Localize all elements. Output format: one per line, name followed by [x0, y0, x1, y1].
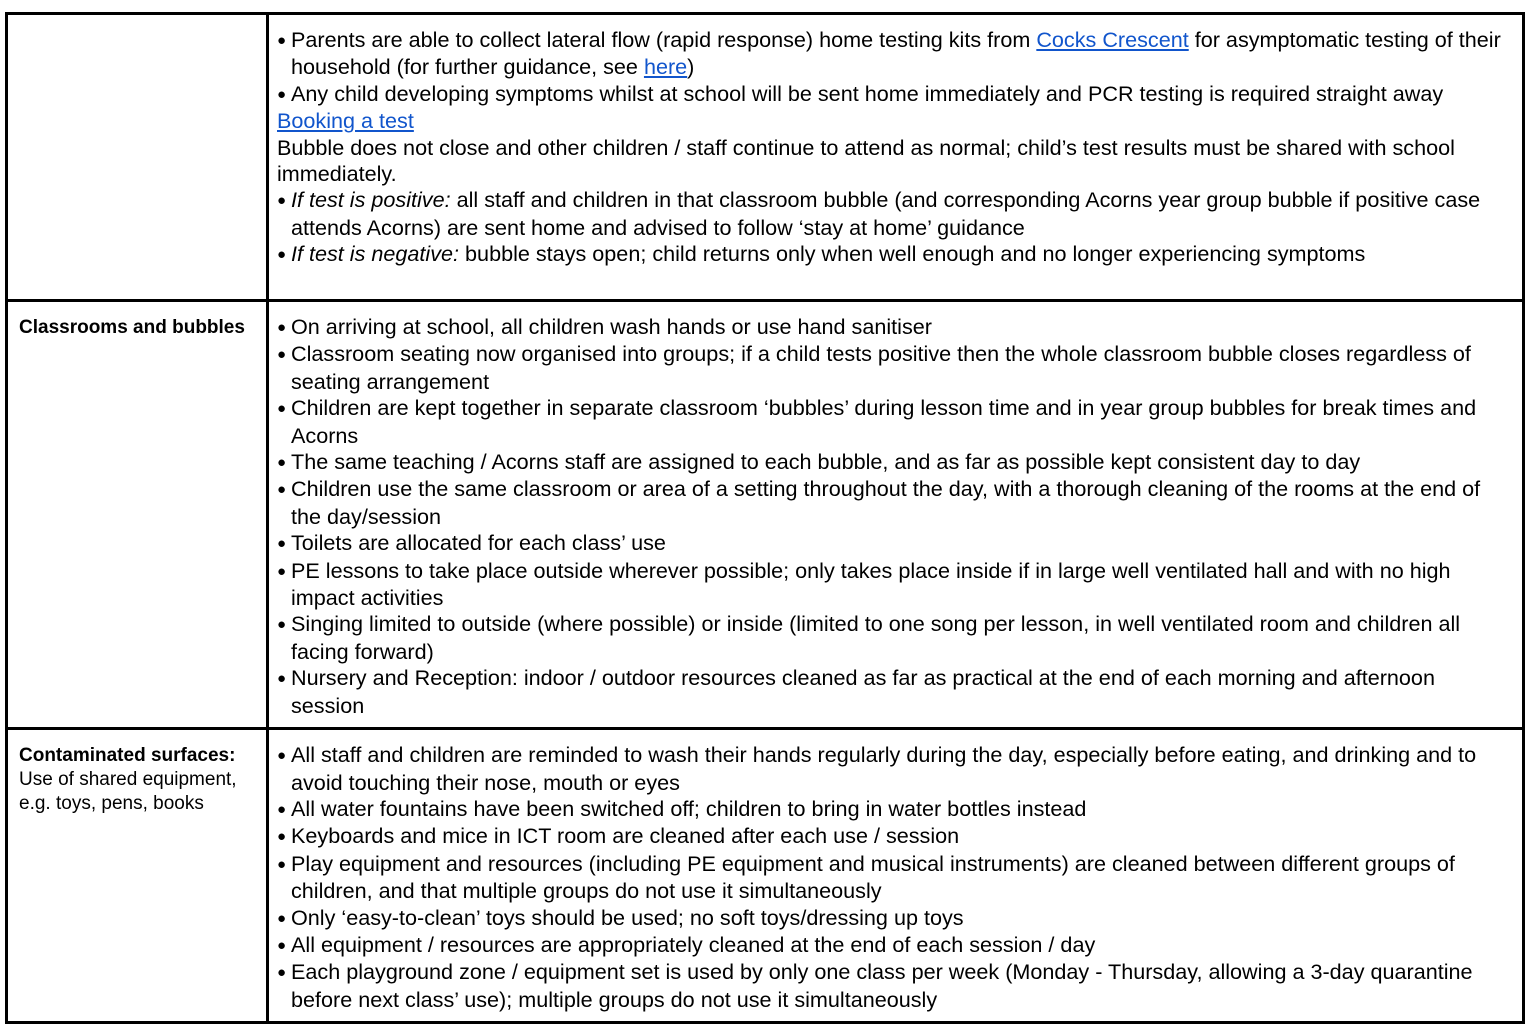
bullet-item	[277, 611, 1514, 665]
text-line	[277, 108, 1514, 134]
text-link[interactable]: Cocks Crescent	[1036, 27, 1189, 52]
bullet-item	[277, 27, 1514, 81]
text-run: Only ‘easy-to-clean’ toys should be used; no soft toys/dressing up toys	[291, 904, 964, 930]
text-run: Classroom seating now organised into groups; if a child tests positive then the whole classroom bubble closes regardless of seating arrangement	[291, 341, 1471, 394]
bullet-item	[277, 187, 1514, 241]
text-run: Each playground zone / equipment set is used by only one class per week (Monday - Thursday, allowing a 3-day quarantine before next class’ use); multiple groups do not use it simultaneously	[291, 959, 1473, 1012]
bullet-item	[277, 742, 1514, 796]
bullet-item	[277, 241, 1514, 268]
text-run: All equipment / resources are appropriately cleaned at the end of each session / day	[291, 931, 1096, 957]
bullet-item	[277, 932, 1514, 959]
category-heading: Contaminated surfaces:	[19, 745, 236, 767]
text-run: bubble stays open; child returns only when well enough and no longer experiencing symptoms	[459, 241, 1366, 267]
text-run: Singing limited to outside (where possible) or inside (limited to one song per lesson, in well ventilated room and children all facing forward)	[291, 611, 1461, 664]
bullet-item	[277, 558, 1514, 612]
table-row	[7, 729, 1524, 1023]
bullet-item	[277, 449, 1514, 476]
bullet-item	[277, 314, 1514, 341]
bullet-item	[277, 395, 1514, 449]
measures-list	[269, 302, 1522, 727]
bullet-item	[277, 796, 1514, 823]
text-line	[277, 135, 1514, 188]
text-run: for asymptomatic testing of their household (for further guidance, see	[291, 27, 1501, 80]
text-run: all staff and children in that classroom bubble (and corresponding Acorns year group bubble if positive case attends Acorns) are sent home and advised to follow ‘stay at home’ guidance	[291, 187, 1481, 240]
bullet-item	[277, 851, 1514, 905]
text-run: Nursery and Reception: indoor / outdoor resources cleaned as far as practical at the end of each morning and afternoon session	[291, 665, 1435, 718]
text-run: Children are kept together in separate classroom ‘bubbles’ during lesson time and in year group bubbles for break times and Acorns	[291, 395, 1477, 448]
table-row	[7, 14, 1524, 301]
text-link[interactable]: here	[643, 54, 688, 80]
measures-cell	[268, 14, 1524, 301]
category-cell	[7, 301, 268, 729]
bullet-item	[277, 959, 1514, 1013]
text-run: Keyboards and mice in ICT room are cleaned after each use / session	[291, 823, 960, 849]
bullet-item	[277, 81, 1514, 108]
text-run: The same teaching / Acorns staff are assigned to each bubble, and as far as possible kept consistent day to day	[291, 449, 1361, 475]
text-run: Children use the same classroom or area of a setting throughout the day, with a thorough cleaning of the rooms at the end of the day/session	[291, 476, 1481, 529]
bullet-item	[277, 341, 1514, 395]
bullet-item	[277, 665, 1514, 719]
text-link[interactable]: Booking a test	[277, 108, 414, 134]
measures-cell	[268, 729, 1524, 1023]
category-heading: Classrooms and bubbles	[19, 317, 245, 338]
text-run: Any child developing symptoms whilst at school will be sent home immediately and PCR testing is required straight away	[291, 80, 1444, 106]
category-cell	[7, 729, 268, 1023]
risk-assessment-table	[5, 12, 1525, 1024]
table-row	[7, 301, 1524, 729]
text-run: PE lessons to take place outside wherever possible; only takes place inside if in large well ventilated hall and with no high impact activities	[291, 557, 1451, 611]
category-subtext: Use of shared equipment, e.g. toys, pens, books	[19, 769, 237, 815]
text-run: Parents are able to collect lateral flow (rapid response) home testing kits from	[291, 27, 1037, 52]
italic-label: If test is negative:	[291, 241, 460, 267]
text-run: Play equipment and resources (including PE equipment and musical instruments) are cleaned between different groups of children, and that multiple groups do not use it simultaneously	[291, 850, 1455, 904]
measures-cell	[268, 301, 1524, 729]
measures-list	[269, 15, 1522, 277]
italic-label: If test is positive:	[291, 187, 451, 213]
text-run: Bubble does not close and other children / staff continue to attend as normal; child’s test results must be shared with school immediately.	[277, 134, 1455, 187]
text-run: All staff and children are reminded to wash their hands regularly during the day, especially before eating, and drinking and to avoid touching their nose, mouth or eyes	[291, 742, 1477, 795]
text-run: Toilets are allocated for each class’ use	[291, 530, 666, 556]
bullet-item	[277, 530, 1514, 557]
bullet-item	[277, 823, 1514, 850]
text-run: All water fountains have been switched off; children to bring in water bottles instead	[291, 795, 1087, 821]
bullet-item	[277, 476, 1514, 530]
bullet-item	[277, 905, 1514, 932]
text-run: )	[687, 54, 695, 80]
measures-list	[269, 730, 1522, 1021]
category-cell	[7, 14, 268, 301]
text-run: On arriving at school, all children wash hands or use hand sanitiser	[291, 314, 932, 339]
